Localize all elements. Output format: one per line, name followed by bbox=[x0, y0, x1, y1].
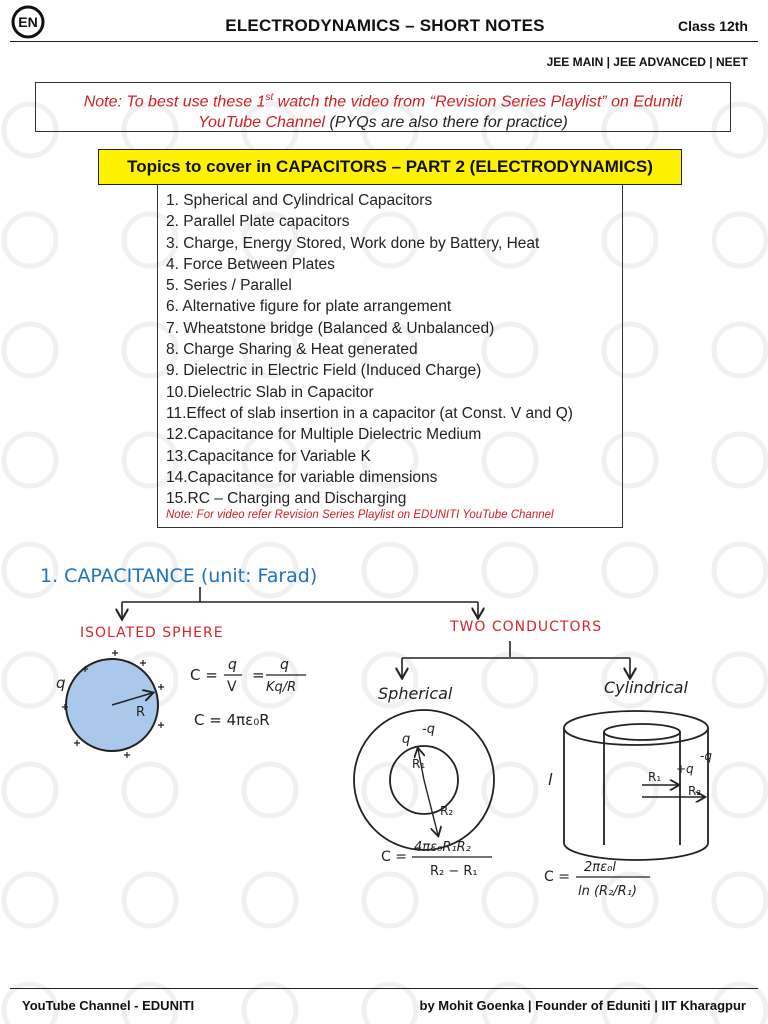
spherical-capacitor-formula bbox=[381, 840, 492, 879]
watermark-logo bbox=[244, 984, 296, 1024]
class-label: Class 12th bbox=[677, 18, 748, 34]
page-header bbox=[0, 0, 768, 42]
outer-radius-label: R₂ bbox=[440, 804, 454, 818]
exam-list: JEE MAIN | JEE ADVANCED | NEET bbox=[546, 55, 748, 69]
page-title: ELECTRODYNAMICS – SHORT NOTES bbox=[225, 16, 545, 35]
topic-item: 7. Wheatstone bridge (Balanced & Unbalanced) bbox=[166, 319, 495, 337]
outer-radius-arrow bbox=[424, 780, 438, 835]
topic-item: 10.Dielectric Slab in Capacitor bbox=[166, 383, 374, 401]
cyl-outer-charge-label: -q bbox=[700, 749, 712, 763]
outer-cylinder-bottom bbox=[564, 843, 708, 860]
footer-author: by Mohit Goenka | Founder of Eduniti | IIT Kharagpur bbox=[419, 998, 746, 1013]
formula-denominator-2: Kq/R bbox=[266, 680, 297, 695]
topic-item: 6. Alternative figure for plate arrangement bbox=[166, 298, 452, 316]
isolated-sphere-label: ISOLATED SPHERE bbox=[80, 625, 224, 641]
topic-item: 9. Dielectric in Electric Field (Induced Charge) bbox=[166, 362, 482, 380]
formula-lhs: C = bbox=[190, 666, 218, 684]
note-text-2: watch the video from “Revision Series Playlist” on Eduniti bbox=[273, 93, 683, 111]
cyl-outer-radius-label: R₂ bbox=[688, 784, 702, 798]
note-text-4: (PYQs are also there for practice) bbox=[325, 114, 568, 132]
watermark-logo bbox=[4, 214, 56, 266]
note-text-1: Note: To best use these 1 bbox=[83, 93, 266, 111]
cyl-inner-radius-label: R₁ bbox=[648, 770, 662, 784]
topic-item: 1. Spherical and Cylindrical Capacitors bbox=[166, 192, 433, 209]
watermark-logo bbox=[364, 984, 416, 1024]
eduniti-logo bbox=[8, 4, 52, 40]
capacitance-diagram bbox=[0, 545, 768, 925]
header-divider bbox=[10, 41, 758, 42]
formula-4pi: C = 4πε₀R bbox=[194, 711, 270, 729]
topic-item: 15.RC – Charging and Discharging bbox=[166, 490, 407, 508]
formula-denominator: V bbox=[227, 679, 237, 695]
watermark-logo bbox=[714, 434, 766, 486]
cylindrical-label: Cylindrical bbox=[604, 678, 688, 697]
two-conductors-label: TWO CONDUCTORS bbox=[450, 619, 603, 635]
note-box bbox=[35, 82, 731, 132]
isolated-sphere-figure bbox=[56, 650, 164, 758]
radius-label: R bbox=[136, 705, 146, 720]
section-heading: 1. CAPACITANCE (unit: Farad) bbox=[40, 565, 318, 587]
note-superscript: st bbox=[265, 92, 274, 103]
watermark-logo bbox=[714, 214, 766, 266]
inner-cylinder-top bbox=[604, 724, 680, 740]
cyl-formula-lhs: C = bbox=[544, 869, 570, 885]
sph-formula-lhs: C = bbox=[381, 849, 407, 865]
topic-list bbox=[166, 190, 573, 509]
topic-item: 8. Charge Sharing & Heat generated bbox=[166, 341, 418, 359]
formula-equals: = bbox=[252, 666, 265, 684]
cyl-length-label: l bbox=[548, 770, 553, 789]
footer-channel: YouTube Channel - EDUNITI bbox=[22, 998, 195, 1013]
topic-item: 11.Effect of slab insertion in a capacitor (at Const. V and Q) bbox=[166, 404, 573, 422]
sphere-charge-label: q bbox=[56, 674, 66, 692]
footer-divider bbox=[10, 988, 758, 989]
formula-numerator: q bbox=[228, 657, 237, 673]
topic-item: 4. Force Between Plates bbox=[166, 255, 335, 273]
sph-numerator: 4πε₀R₁R₂ bbox=[414, 840, 471, 855]
cyl-numerator: 2πε₀l bbox=[584, 860, 616, 875]
topics-video-note: Note: For video refer Revision Series Playlist on EDUNITI YouTube Channel bbox=[166, 509, 554, 521]
cylindrical-capacitor-figure bbox=[564, 711, 708, 860]
topic-item: 2. Parallel Plate capacitors bbox=[166, 213, 350, 231]
inner-radius-label: R₁ bbox=[412, 757, 426, 771]
cyl-inner-charge-label: +q bbox=[676, 762, 694, 776]
isolated-sphere-formula bbox=[190, 657, 306, 729]
sph-denominator: R₂ − R₁ bbox=[430, 864, 478, 879]
logo-text: EN bbox=[18, 14, 38, 30]
spherical-label: Spherical bbox=[378, 684, 453, 703]
topic-item: 12.Capacitance for Multiple Dielectric Medium bbox=[166, 426, 482, 444]
note-text-3: YouTube Channel bbox=[198, 114, 326, 132]
topic-item: 13.Capacitance for Variable K bbox=[166, 447, 371, 465]
watermark-logo bbox=[714, 324, 766, 376]
watermark-logo bbox=[4, 324, 56, 376]
topic-item: 3. Charge, Energy Stored, Work done by Battery, Heat bbox=[166, 234, 540, 252]
watermark-logo bbox=[4, 434, 56, 486]
topic-item: 5. Series / Parallel bbox=[166, 277, 292, 295]
cyl-denominator: ln (R₂/R₁) bbox=[578, 884, 637, 899]
cylindrical-capacitor-formula bbox=[544, 860, 650, 899]
topic-item: 14.Capacitance for variable dimensions bbox=[166, 468, 438, 486]
inner-charge-label: q bbox=[402, 732, 411, 747]
outer-charge-label: -q bbox=[422, 722, 435, 737]
formula-numerator-2: q bbox=[280, 657, 289, 673]
spherical-capacitor-figure bbox=[354, 710, 494, 850]
topics-title: Topics to cover in CAPACITORS – PART 2 (ELECTRODYNAMICS) bbox=[98, 149, 682, 185]
